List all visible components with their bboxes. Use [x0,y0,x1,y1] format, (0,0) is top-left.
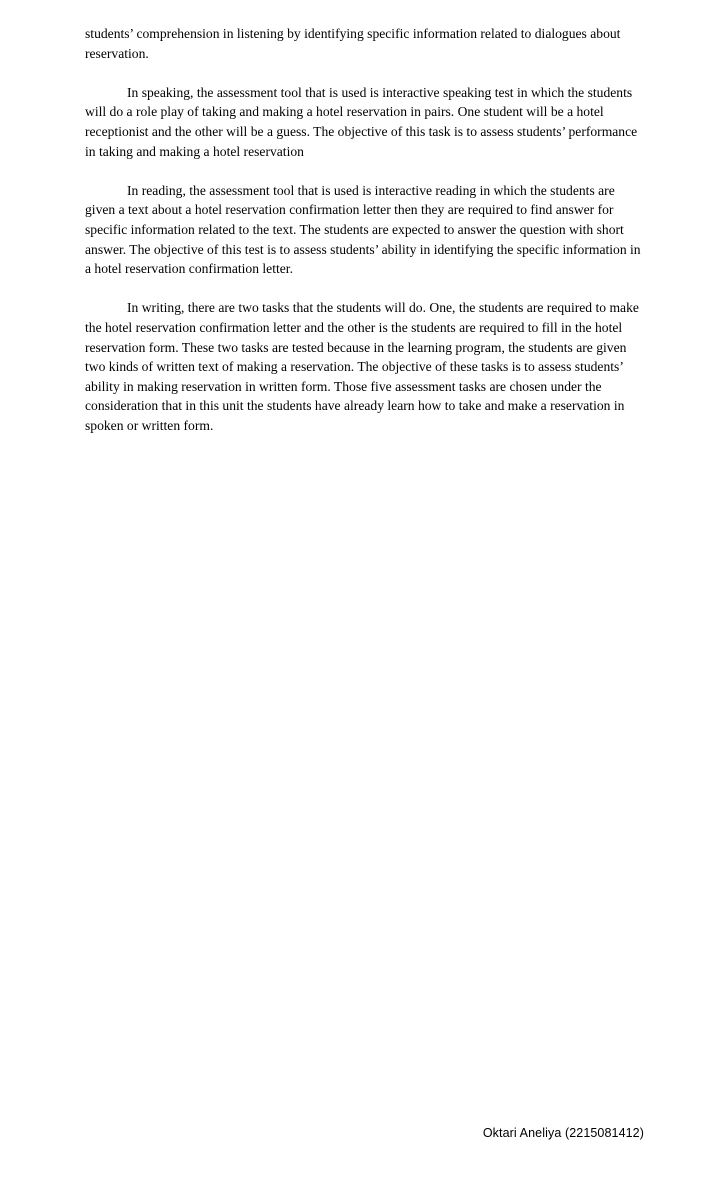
paragraph-writing: In writing, there are two tasks that the students will do. One, the students are required to make the hotel reservation confirmation letter and the other is the students are required to fill in the hotel reservation form. These two tasks are tested because in the learning program, the students are given two kinds of written text of making a reservation. The objective of these tasks is to assess students’ ability in making reservation in written form. Those five assessment tasks are chosen under the consideration that in this unit the students have already learn how to take and make a reservation in spoken or written form. [85,300,639,433]
page-footer-author: Oktari Aneliya (2215081412) [482,1126,644,1140]
paragraph-reading: In reading, the assessment tool that is used is interactive reading in which the students are given a text about a hotel reservation confirmation letter then they are required to find answer for specific information related to the text. The students are expected to answer the question with short answer. The objective of this test is to assess students’ ability in identifying the specific information in a hotel reservation confirmation letter. [85,182,641,277]
paragraph-listening-continued: students’ comprehension in listening by identifying specific information related to dialogues about reservation. [85,26,621,61]
paragraph-speaking: In speaking, the assessment tool that is used is interactive speaking test in which the students will do a role play of taking and making a hotel reservation in pairs. One student will be a hotel receptionist and the other will be a guess. The objective of this task is to assess students’ performance in taking and making a hotel reservation [85,84,638,159]
document-body [85,24,647,455]
